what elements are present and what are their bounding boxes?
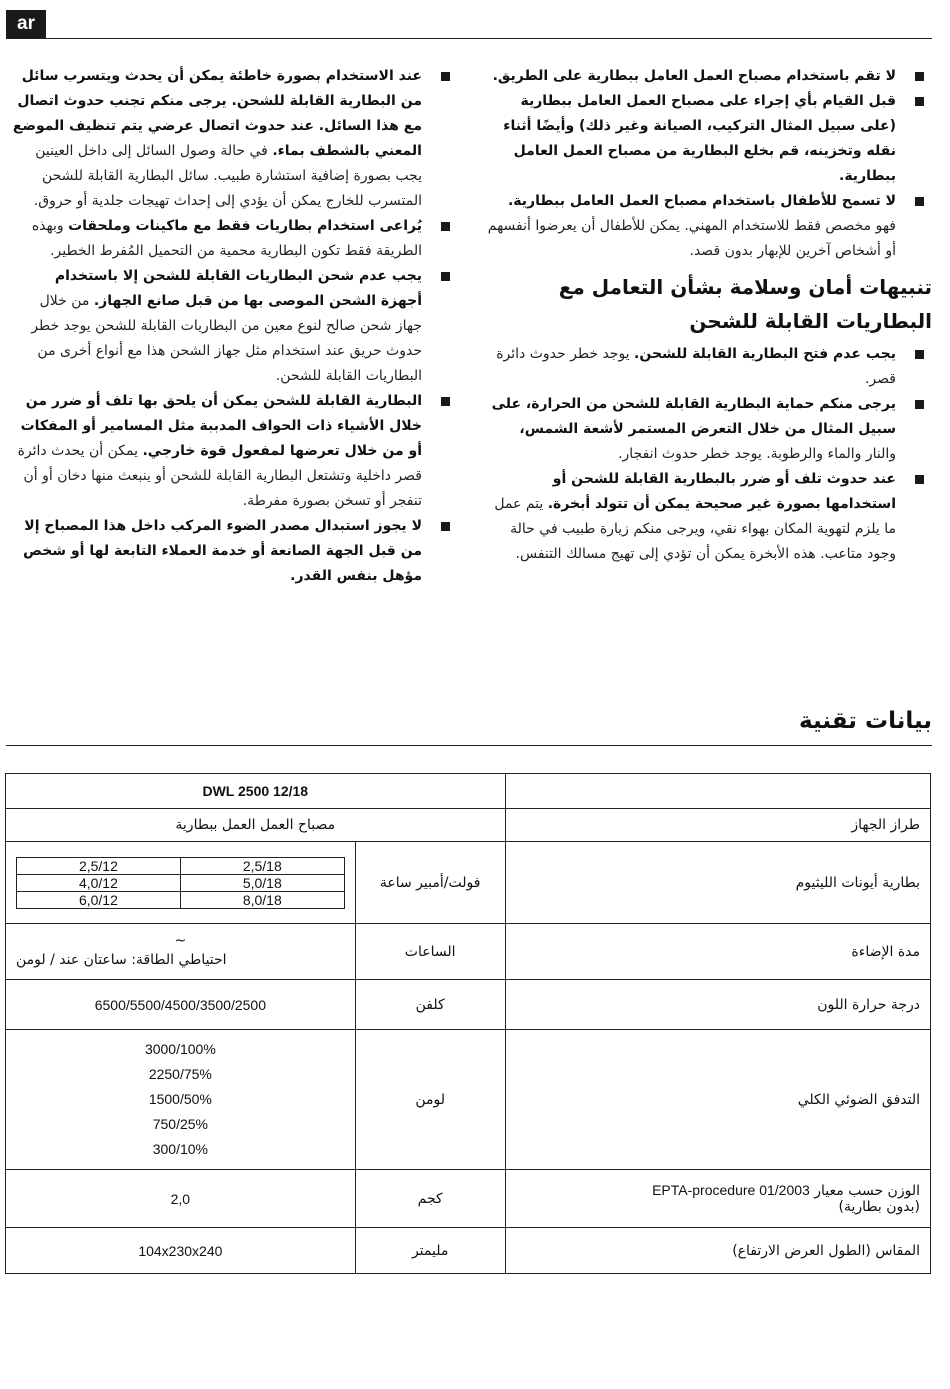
list-item: لا تسمح للأطفال باستخدام مصباح العمل العامل ببطارية. فهو مخصص فقط للاستخدام المهني. يمكن للأطفال أن يعرضوا أنفسهم أو أشخاص آخرين للإبهار بدون قصد. (486, 189, 932, 264)
list-item: يرجى منكم حماية البطارية القابلة للشحن من الحرارة، على سبيل المثال من خلال التعرض المستمر لأشعة الشمس، والنار والماء والرطوبة. يوجد خطر حدوث انفجار. (486, 392, 932, 467)
table-row (6, 1170, 931, 1228)
weight-label: الوزن حسب معيار EPTA-procedure 01/2003 (بدون بطارية) (505, 1170, 930, 1228)
battery-12v: 2,5/12 (17, 857, 181, 874)
table-row (6, 842, 931, 924)
list-item: يجب عدم فتح البطارية القابلة للشحن. يوجد خطر حدوث دائرة قصر. (486, 342, 932, 392)
empty-cell (505, 774, 930, 809)
square-bullet-icon (915, 475, 924, 484)
runtime-label: مدة الإضاءة (505, 924, 930, 980)
table-row (6, 809, 931, 842)
spec-table (5, 773, 931, 1274)
battery-12v: 4,0/12 (17, 874, 181, 891)
battery-12v: 6,0/12 (17, 891, 181, 908)
list-item: لا تقم باستخدام مصباح العمل العامل ببطارية على الطريق. (486, 64, 932, 89)
section-heading: تنبيهات أمان وسلامة بشأن التعامل مع البطاريات القابلة للشحن (558, 275, 932, 333)
square-bullet-icon (441, 522, 450, 531)
left-column (12, 64, 458, 589)
battery-18v: 2,5/18 (180, 857, 344, 874)
square-bullet-icon (441, 397, 450, 406)
device-type-value: مصباح العمل العمل ببطارية (6, 809, 506, 842)
dimensions-value: 104x230x240 (6, 1228, 356, 1274)
table-row (6, 1030, 931, 1170)
dimensions-unit: مليمتر (355, 1228, 505, 1274)
runtime-unit: الساعات (355, 924, 505, 980)
tech-divider (6, 745, 932, 746)
list-item: يُراعى استخدام بطاريات فقط مع ماكينات وملحقات وبهذه الطريقة فقط تكون البطارية محمية من التحميل المُفرط الخطير. (12, 214, 458, 264)
device-type-label: طراز الجهاز (505, 809, 930, 842)
list-item: يجب عدم شحن البطاريات القابلة للشحن إلا باستخدام أجهزة الشحن الموصى بها من قبل صانع الجهاز. من خلال جهاز شحن صالح لنوع معين من البطاريات القابلة للشحن يوجد خطر حدوث حريق عند استخدام مثل جهاز الشحن هذا مع أنواع أخرى من البطاريات القابلة للشحن. (12, 264, 458, 389)
square-bullet-icon (441, 72, 450, 81)
square-bullet-icon (441, 272, 450, 281)
runtime-value: ~ احتياطي الطاقة: ساعتان عند / لومن (6, 924, 356, 980)
list-item: قبل القيام بأي إجراء على مصباح العمل العامل ببطارية (على سبيل المثال التركيب، الصيانة وغير ذلك) وأيضًا أثناء نقله وتخزينه، قم بخلع البطارية من مصباح العمل العامل ببطارية. (486, 89, 932, 189)
list-item: لا يجوز استبدال مصدر الضوء المركب داخل هذا المصباح إلا من قبل الجهة الصانعة أو خدمة العملاء التابعة لها أو شخص مؤهل بنفس القدر. (12, 514, 458, 589)
square-bullet-icon (441, 222, 450, 231)
tech-data-title: بيانات تقنية (799, 708, 932, 734)
square-bullet-icon (915, 350, 924, 359)
top-divider (6, 38, 932, 39)
bullet-list-c (12, 64, 458, 589)
list-item: عند حدوث تلف أو ضرر بالبطارية القابلة للشحن أو استخدامها بصورة غير صحيحة يمكن أن تتولد أبخرة. يتم عمل ما يلزم لتهوية المكان بهواء نقي، ويرجى منكم زيارة طبيب في حالة وجود متاعب. هذه الأبخرة يمكن أن تؤدي إلى تهيج مسالك التنفس. (486, 467, 932, 567)
table-row (6, 1228, 931, 1274)
color-temp-label: درجة حرارة اللون (505, 980, 930, 1030)
battery-18v: 8,0/18 (180, 891, 344, 908)
right-column (486, 64, 932, 567)
luminous-flux-unit: لومن (355, 1030, 505, 1170)
square-bullet-icon (915, 72, 924, 81)
luminous-flux-label: التدفق الضوئي الكلي (505, 1030, 930, 1170)
list-item: عند الاستخدام بصورة خاطئة يمكن أن يحدث ويتسرب سائل من البطارية القابلة للشحن. يرجى منكم تجنب حدوث اتصال مع هذا السائل. عند حدوث اتصال عرضي يتم تنظيف الموضع المعني بالشطف بماء. في حالة وصول السائل إلى داخل العينين يجب بصورة إضافية استشارة طبيب. سائل البطارية القابلة للشحن المتسرب للخارج يمكن أن يؤدي إلى إحداث تهيجات جلدية أو حروق. (12, 64, 458, 214)
bullet-list-a (486, 64, 932, 264)
language-tag: ar (6, 10, 46, 38)
battery-label: بطارية أيونات الليثيوم (505, 842, 930, 924)
model-header: DWL 2500 12/18 (6, 774, 506, 809)
square-bullet-icon (915, 400, 924, 409)
bullet-list-b (486, 342, 932, 567)
table-row (6, 924, 931, 980)
square-bullet-icon (915, 197, 924, 206)
weight-unit: كجم (355, 1170, 505, 1228)
list-item: البطارية القابلة للشحن يمكن أن يلحق بها تلف أو ضرر من خلال الأشياء ذات الحواف المدببة مثل المسامير أو المفكات أو من خلال تعرضها لمفعول قوة خارجي. يمكن أن يحدث دائرة قصر داخلية وتشتعل البطارية القابلة للشحن أو ينبعث منها دخان أو أن تنفجر أو تسخن بصورة مفرطة. (12, 389, 458, 514)
battery-18v: 5,0/18 (180, 874, 344, 891)
battery-values (6, 842, 356, 924)
battery-unit: فولت/أمبير ساعة (355, 842, 505, 924)
weight-value: 2,0 (6, 1170, 356, 1228)
color-temp-value: 6500/5500/4500/3500/2500 (6, 980, 356, 1030)
dimensions-label: المقاس (الطول العرض الارتفاع) (505, 1228, 930, 1274)
color-temp-unit: كلفن (355, 980, 505, 1030)
table-row (6, 774, 931, 809)
table-row (6, 980, 931, 1030)
square-bullet-icon (915, 97, 924, 106)
luminous-flux-values: 3000/100% 2250/75% 1500/50% 750/25% 300/10% (6, 1030, 356, 1170)
